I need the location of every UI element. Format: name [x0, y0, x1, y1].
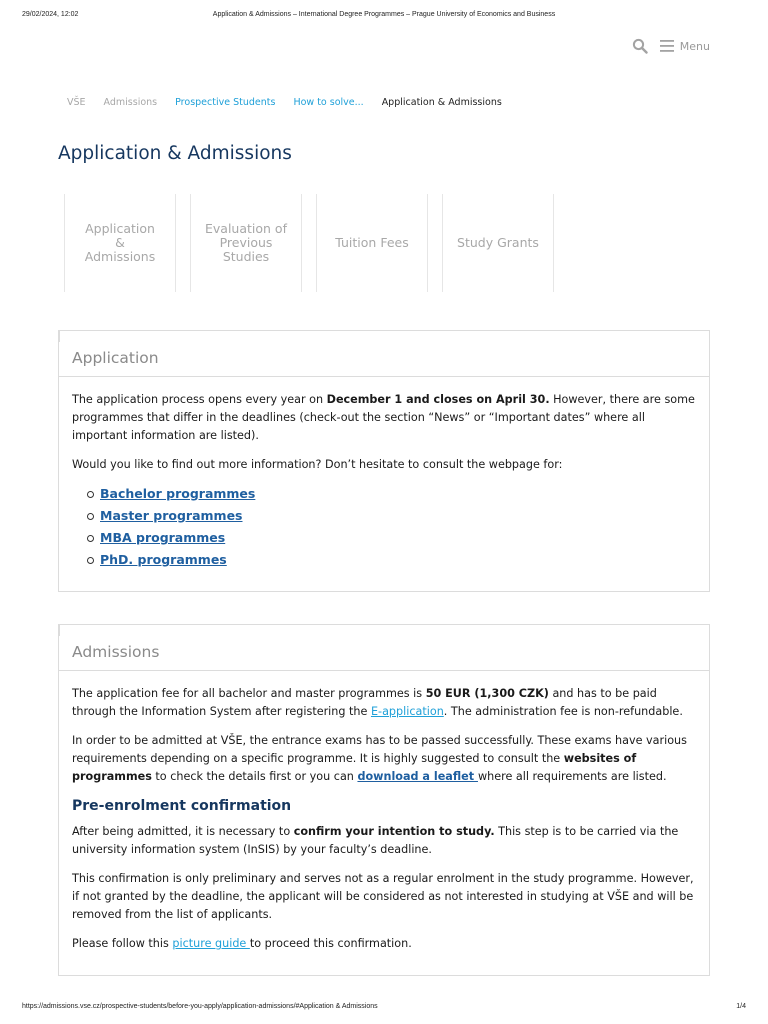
application-panel-header — [59, 331, 709, 377]
breadcrumb-item-current: Application & Admissions — [381, 97, 502, 108]
menu-label: Menu — [679, 39, 710, 53]
mba-programmes-link[interactable]: MBA programmes — [100, 530, 226, 545]
tab-application-admissions[interactable]: Application & Admissions — [64, 194, 176, 292]
print-url: https://admissions.vse.cz/prospective-students/before-you-apply/application-admissions/#Application & Admissions — [22, 1003, 378, 1010]
tab-tuition-fees[interactable]: Tuition Fees — [316, 194, 428, 292]
breadcrumb-item-vse[interactable]: VŠE — [67, 97, 86, 108]
picture-guide-link[interactable]: picture guide — [172, 937, 250, 950]
bachelor-programmes-link[interactable]: Bachelor programmes — [100, 486, 256, 501]
print-doc-title: Application & Admissions – International Degree Programmes – Prague University of Economics and Business — [212, 11, 556, 18]
print-header — [0, 11, 768, 23]
list-item — [87, 527, 696, 549]
menu-button[interactable] — [660, 40, 710, 53]
list-item — [87, 505, 696, 527]
application-title: Application — [72, 349, 159, 367]
admissions-paragraph-exams: In order to be admitted at VŠE, the entrance exams has to be passed successfully. These exams have various requirements depending on a specific programme. It is highly suggested to consult the websites of programmes to check the details first or you can download a leaflet where all requirements are listed. — [72, 734, 687, 783]
admissions-paragraph-preliminary: This confirmation is only preliminary and serves not as a regular enrolment in the study programme. However, if not granted by the deadline, the applicant will be considered as not interested in studying at VŠE and will be removed from the list of applicants. — [72, 872, 694, 921]
admissions-paragraph-confirm: After being admitted, it is necessary to confirm your intention to study. This step is to be carried via the university information system (InSIS) by your faculty’s deadline. — [72, 825, 679, 856]
list-item — [87, 549, 696, 571]
e-application-link[interactable]: E-application — [370, 705, 444, 718]
programme-links-list — [72, 483, 696, 571]
search-icon[interactable] — [632, 38, 648, 54]
application-panel — [58, 330, 710, 592]
application-panel-body — [59, 377, 709, 571]
top-bar — [632, 36, 710, 56]
tab-study-grants[interactable]: Study Grants — [442, 194, 554, 292]
admissions-title: Admissions — [72, 643, 160, 661]
pre-enrolment-heading: Pre-enrolment confirmation — [72, 798, 292, 814]
breadcrumb-item-admissions[interactable]: Admissions — [103, 97, 158, 108]
breadcrumb — [67, 97, 502, 108]
phd-programmes-link[interactable]: PhD. programmes — [100, 552, 227, 567]
breadcrumb-item-prospective-students[interactable]: Prospective Students — [175, 97, 276, 108]
download-leaflet-link[interactable]: download a leaflet — [357, 770, 478, 783]
print-datetime: 29/02/2024, 12:02 — [22, 11, 79, 18]
master-programmes-link[interactable]: Master programmes — [100, 508, 243, 523]
application-paragraph-2: Would you like to find out more information? Don’t hesitate to consult the webpage for: — [72, 458, 563, 471]
hamburger-icon — [660, 40, 674, 52]
print-page-number: 1/4 — [736, 1003, 746, 1010]
application-paragraph-1: The application process opens every year on December 1 and closes on April 30. However, there are some programmes that differ in the deadlines (check-out the section “News” or “Important dates” where all important information are listed). — [72, 393, 695, 442]
admissions-panel-body — [59, 671, 709, 953]
page-title: Application & Admissions — [58, 143, 292, 164]
list-item — [87, 483, 696, 505]
section-tabs — [64, 194, 554, 292]
admissions-paragraph-fee: The application fee for all bachelor and master programmes is 50 EUR (1,300 CZK) and has to be paid through the Information System after registering the E-application. The administration fee is non-refundable. — [72, 687, 683, 718]
admissions-paragraph-guide: Please follow this picture guide to proceed this confirmation. — [72, 937, 412, 950]
admissions-panel-header — [59, 625, 709, 671]
tab-evaluation-previous-studies[interactable]: Evaluation of Previous Studies — [190, 194, 302, 292]
admissions-panel — [58, 624, 710, 976]
breadcrumb-item-how-to-solve[interactable]: How to solve... — [293, 97, 364, 108]
